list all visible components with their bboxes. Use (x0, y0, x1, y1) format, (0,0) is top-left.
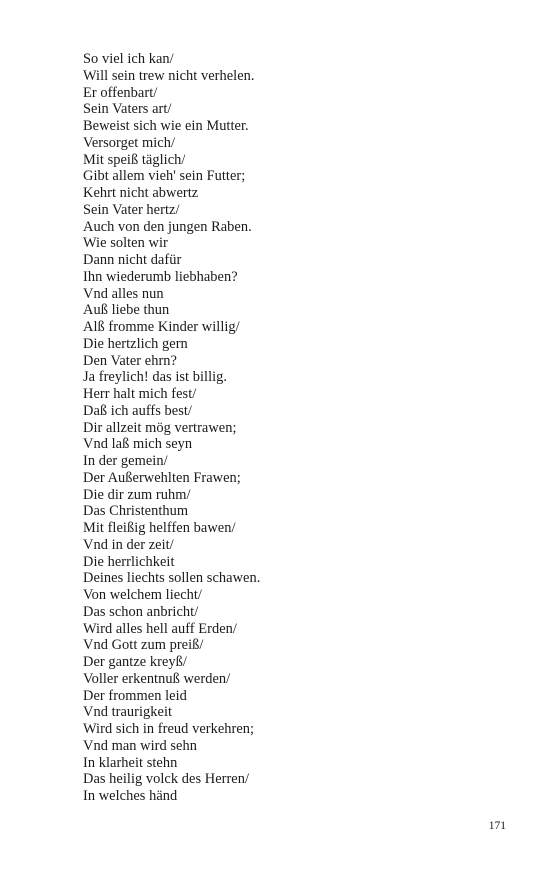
poem-line: Vnd Gott zum preiß/ (83, 637, 204, 654)
poem-line: Wird sich in freud verkehren; (83, 721, 255, 737)
poem-line: Der Außerwehlten Frawen; (83, 469, 241, 486)
poem-line: Wie solten wir (83, 235, 168, 252)
poem-line: Sein Vater hertz/ (83, 201, 180, 218)
poem-line: Wird alles hell auff Erden/ (83, 620, 237, 637)
poem-line: Die hertzlich gern (83, 335, 188, 352)
page-number: 171 (488, 820, 506, 832)
poem-line: Vnd traurigkeit (83, 704, 173, 721)
poem-line: Voller erkentnuß werden/ (83, 670, 231, 687)
poem-line: Beweist sich wie ein Mutter. (83, 118, 249, 134)
poem-line: Versorget mich/ (83, 134, 176, 151)
poem-line: Den Vater ehrn? (83, 352, 177, 369)
poem-line: Vnd man wird sehn (83, 737, 197, 754)
poem-line: Vnd in der zeit/ (83, 536, 174, 553)
poem-line: Auch von den jungen Raben. (83, 218, 252, 235)
poem-line: Kehrt nicht abwertz (83, 185, 199, 201)
poem-line: Sein Vaters art/ (83, 101, 172, 118)
poem-text (83, 51, 260, 805)
poem-line: Mit fleißig helffen bawen/ (83, 520, 236, 536)
poem-line: Dir allzeit mög vertrawen; (83, 419, 237, 436)
poem-line: Alß fromme Kinder willig/ (83, 319, 240, 335)
poem-line: Auß liebe thun (83, 302, 170, 319)
poem-line: Mit speiß täglich/ (83, 151, 186, 168)
poem-line: Will sein trew nicht verhelen. (83, 67, 255, 84)
poem-line: In der gemein/ (83, 453, 168, 469)
poem-line: Die dir zum ruhm/ (83, 486, 191, 503)
poem-line: Das schon anbricht/ (83, 603, 199, 620)
poem-line: In welches händ (83, 788, 178, 804)
poem-line: Die herrlichkeit (83, 553, 175, 570)
poem-line: Das heilig volck des Herren/ (83, 771, 250, 788)
poem-line: So viel ich kan/ (83, 51, 174, 67)
poem-line: Vnd alles nun (83, 285, 164, 302)
poem-line: Gibt allem vieh' sein Futter; (83, 168, 246, 185)
poem-line: Er offenbart/ (83, 84, 158, 101)
poem-line: Von welchem liecht/ (83, 587, 202, 603)
poem-line: In klarheit stehn (83, 754, 178, 771)
poem-line: Daß ich auffs best/ (83, 402, 192, 419)
poem-line: Ja freylich! das ist billig. (83, 369, 228, 386)
poem-line: Vnd laß mich seyn (83, 436, 193, 453)
poem-line: Deines liechts sollen schawen. (83, 570, 261, 587)
poem-line: Der gantze kreyß/ (83, 654, 187, 670)
poem-line: Herr halt mich fest/ (83, 386, 197, 402)
poem-line: Dann nicht dafür (83, 252, 182, 268)
poem-line: Das Christenthum (83, 503, 189, 520)
poem-line: Der frommen leid (83, 687, 187, 704)
poem-line: Ihn wiederumb liebhaben? (83, 268, 238, 285)
